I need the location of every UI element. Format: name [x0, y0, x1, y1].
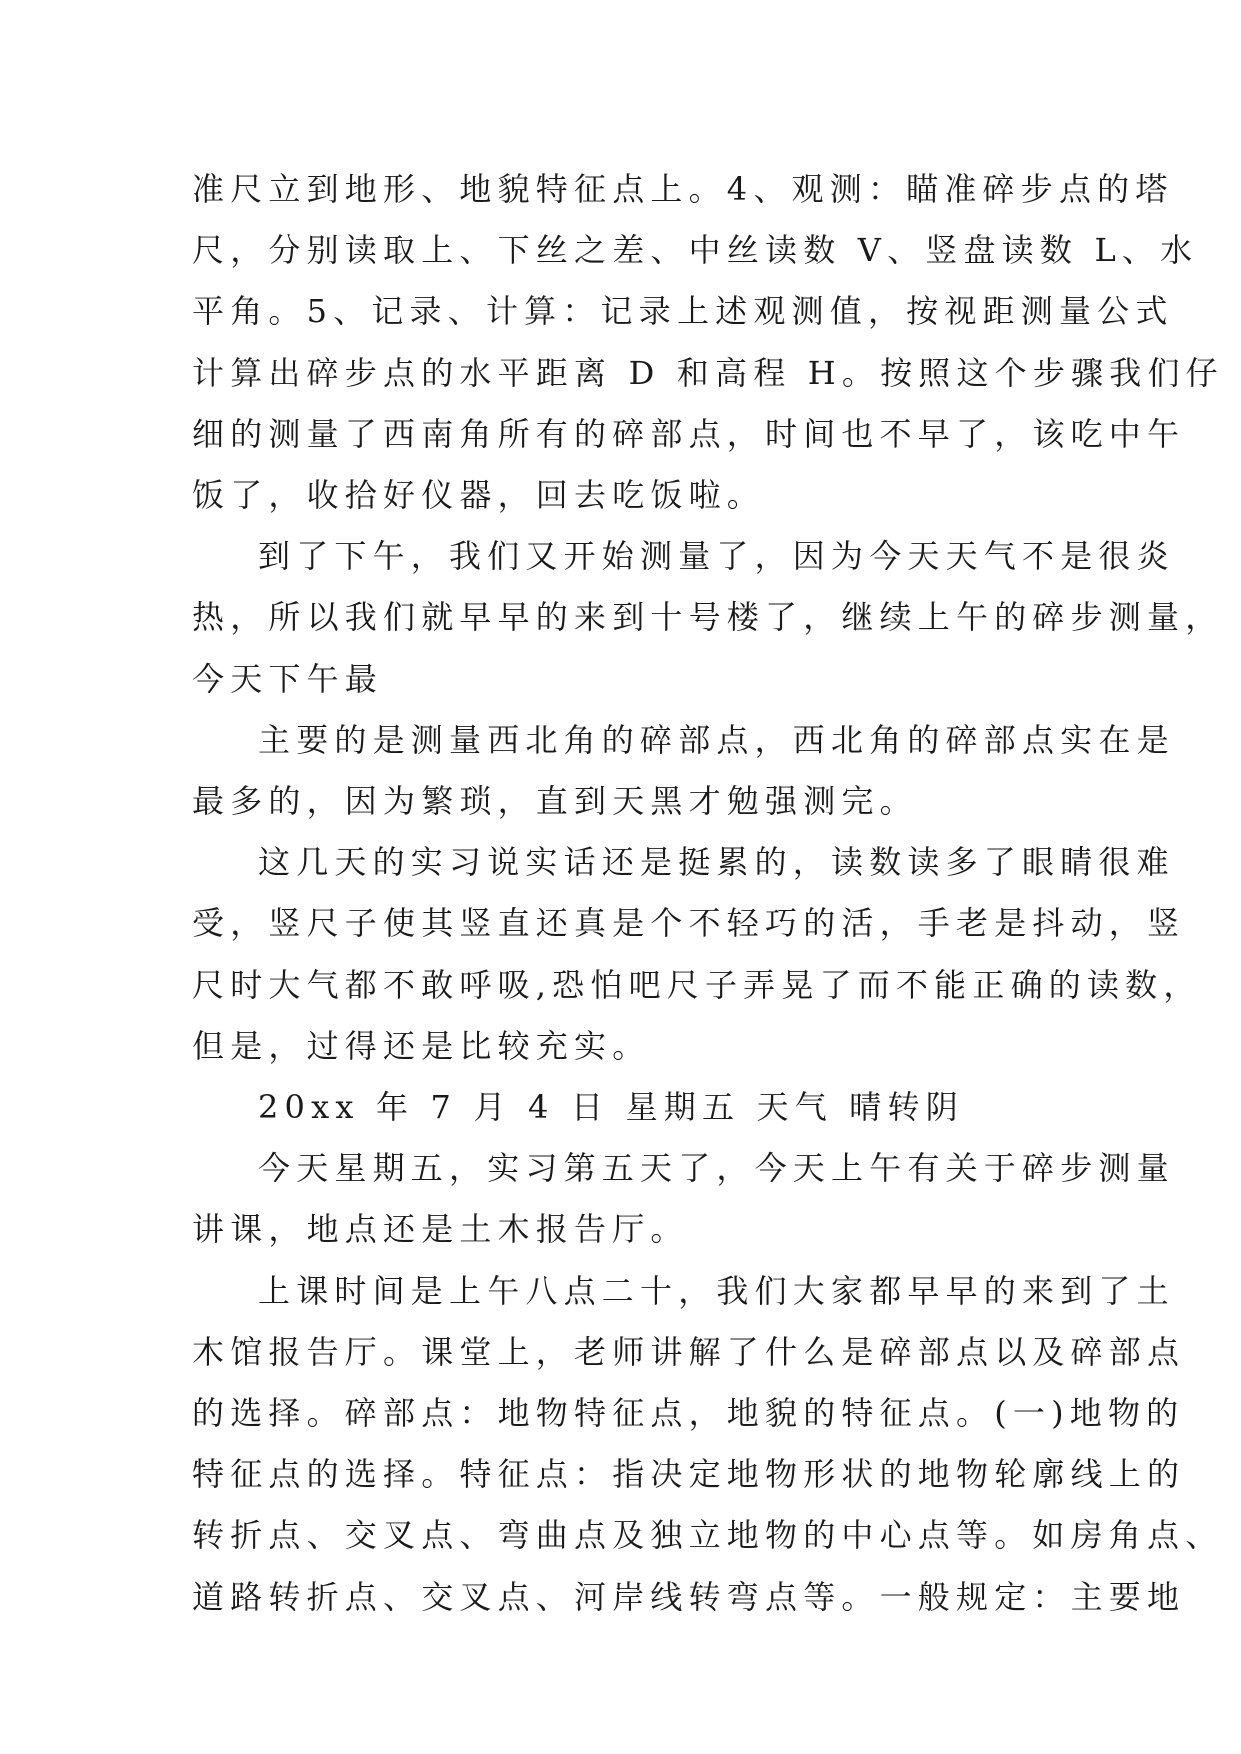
date-heading	[192, 1077, 1054, 1138]
text-line: 到了下午，我们又开始测量了，因为今天天气不是很炎	[258, 537, 1175, 576]
text-line: 今天星期五，实习第五天了，今天上午有关于碎步测量	[258, 1149, 1175, 1188]
text-line: 这几天的实习说实话还是挺累的，读数读多了眼睛很难	[258, 843, 1175, 882]
text-line: 热，所以我们就早早的来到十号楼了，继续上午的碎步测量，	[192, 598, 1224, 637]
text-line: 饭了，收拾好仪器，回去吃饭啦。	[192, 476, 766, 515]
text-line: 但是，过得还是比较充实。	[192, 1026, 651, 1065]
paragraph-7	[192, 1261, 1224, 1628]
text-line: 今天下午最	[192, 659, 384, 698]
text-line: 的选择。碎部点：地物特征点，地貌的特征点。(一)地物的	[192, 1394, 1185, 1433]
text-line: 平角。5、记录、计算：记录上述观测值，按视距测量公式	[192, 292, 1174, 331]
date-line: 20xx 年 7 月 4 日 星期五 天气 晴转阴	[258, 1088, 964, 1127]
text-line: 尺，分别读取上、下丝之差、中丝读数 V、竖盘读数 L、水	[192, 231, 1199, 270]
text-line: 细的测量了西南角所有的碎部点，时间也不早了，该吃中午	[192, 414, 1186, 453]
document-body	[192, 159, 1224, 1628]
paragraph-4	[192, 832, 1202, 1077]
text-line: 计算出碎步点的水平距离 D 和高程 H。按照这个步骤我们仔	[192, 353, 1224, 392]
text-line: 木馆报告厅。课堂上，老师讲解了什么是碎部点以及碎部点	[192, 1332, 1186, 1371]
paragraph-2	[192, 526, 1224, 710]
text-line: 主要的是测量西北角的碎部点，西北角的碎部点实在是	[258, 720, 1175, 759]
text-line: 准尺立到地形、地貌特征点上。4、观测：瞄准碎步点的塔	[192, 170, 1174, 208]
text-line: 特征点的选择。特征点：指决定地物形状的地物轮廓线上的	[192, 1455, 1186, 1494]
text-line: 尺时大气都不敢呼吸,恐怕吧尺子弄晃了而不能正确的读数，	[192, 965, 1202, 1004]
paragraph-3	[192, 710, 1175, 832]
text-line: 转折点、交叉点、弯曲点及独立地物的中心点等。如房角点、	[192, 1516, 1224, 1555]
text-line: 最多的，因为繁琐，直到天黑才勉强测完。	[192, 782, 918, 821]
text-line: 受，竖尺子使其竖直还真是个不轻巧的活，手老是抖动，竖	[192, 904, 1186, 943]
text-line: 讲课，地点还是土木报告厅。	[192, 1210, 689, 1249]
paragraph-1	[192, 159, 1224, 526]
text-line: 上课时间是上午八点二十，我们大家都早早的来到了土	[258, 1271, 1175, 1310]
text-line: 道路转折点、交叉点、河岸线转弯点等。一般规定：主要地	[192, 1577, 1186, 1616]
paragraph-6	[192, 1138, 1175, 1260]
